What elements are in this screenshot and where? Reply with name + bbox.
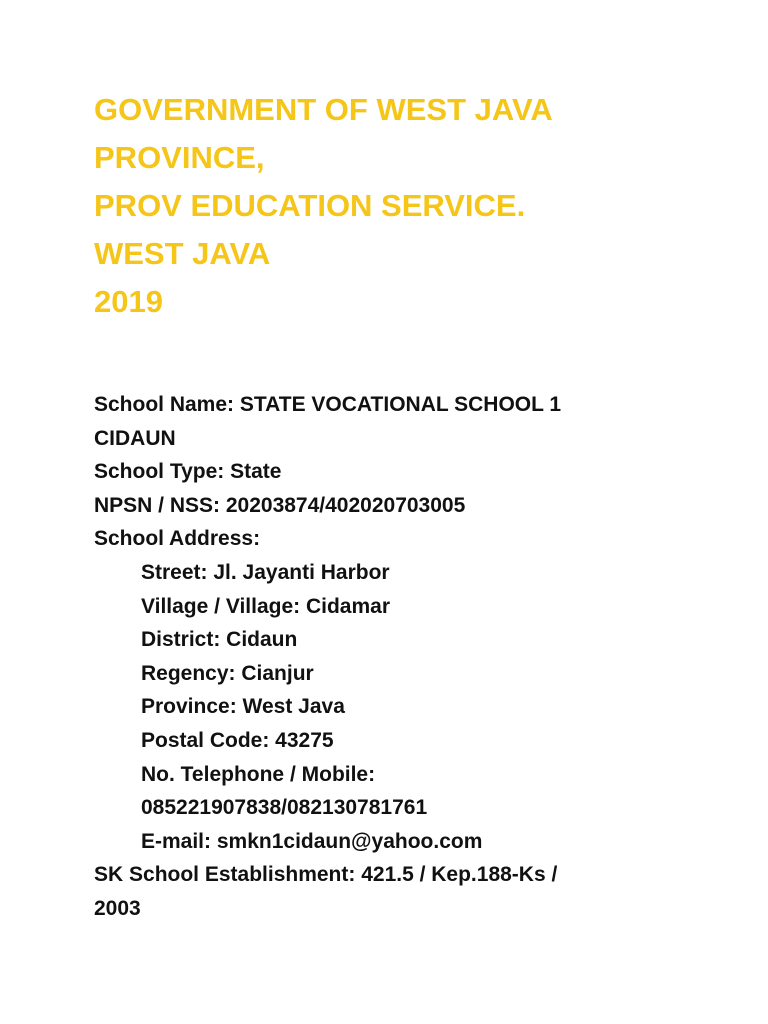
address-postal-code: Postal Code: 43275 — [141, 728, 334, 752]
school-address-label: School Address: — [94, 527, 261, 551]
title-year: 2019 — [94, 284, 163, 319]
title-line-1: GOVERNMENT OF WEST JAVA — [94, 92, 553, 127]
address-phone-value: 085221907838/082130781761 — [141, 796, 428, 820]
document-page — [94, 86, 734, 926]
title-line-2: PROVINCE, — [94, 140, 265, 175]
school-npsn: NPSN / NSS: 20203874/402020703005 — [94, 493, 466, 517]
address-district: District: Cidaun — [141, 628, 298, 652]
address-village: Village / Village: Cidamar — [141, 594, 390, 618]
school-info — [94, 388, 734, 926]
school-name-line-1: School Name: STATE VOCATIONAL SCHOOL 1 — [94, 393, 562, 416]
address-email: E-mail: smkn1cidaun@yahoo.com — [141, 829, 483, 853]
sk-establishment-line-2: 2003 — [94, 896, 141, 920]
title-line-4: WEST JAVA — [94, 236, 271, 271]
address-phone-label: No. Telephone / Mobile: — [141, 762, 376, 786]
document-title — [94, 86, 734, 326]
address-regency: Regency: Cianjur — [141, 661, 314, 685]
school-type: School Type: State — [94, 460, 282, 484]
address-street: Street: Jl. Jayanti Harbor — [141, 560, 390, 584]
address-province: Province: West Java — [141, 695, 345, 719]
title-line-3: PROV EDUCATION SERVICE. — [94, 188, 526, 223]
school-name-line-2: CIDAUN — [94, 426, 176, 450]
sk-establishment-line-1: SK School Establishment: 421.5 / Kep.188-Ks / — [94, 863, 558, 887]
